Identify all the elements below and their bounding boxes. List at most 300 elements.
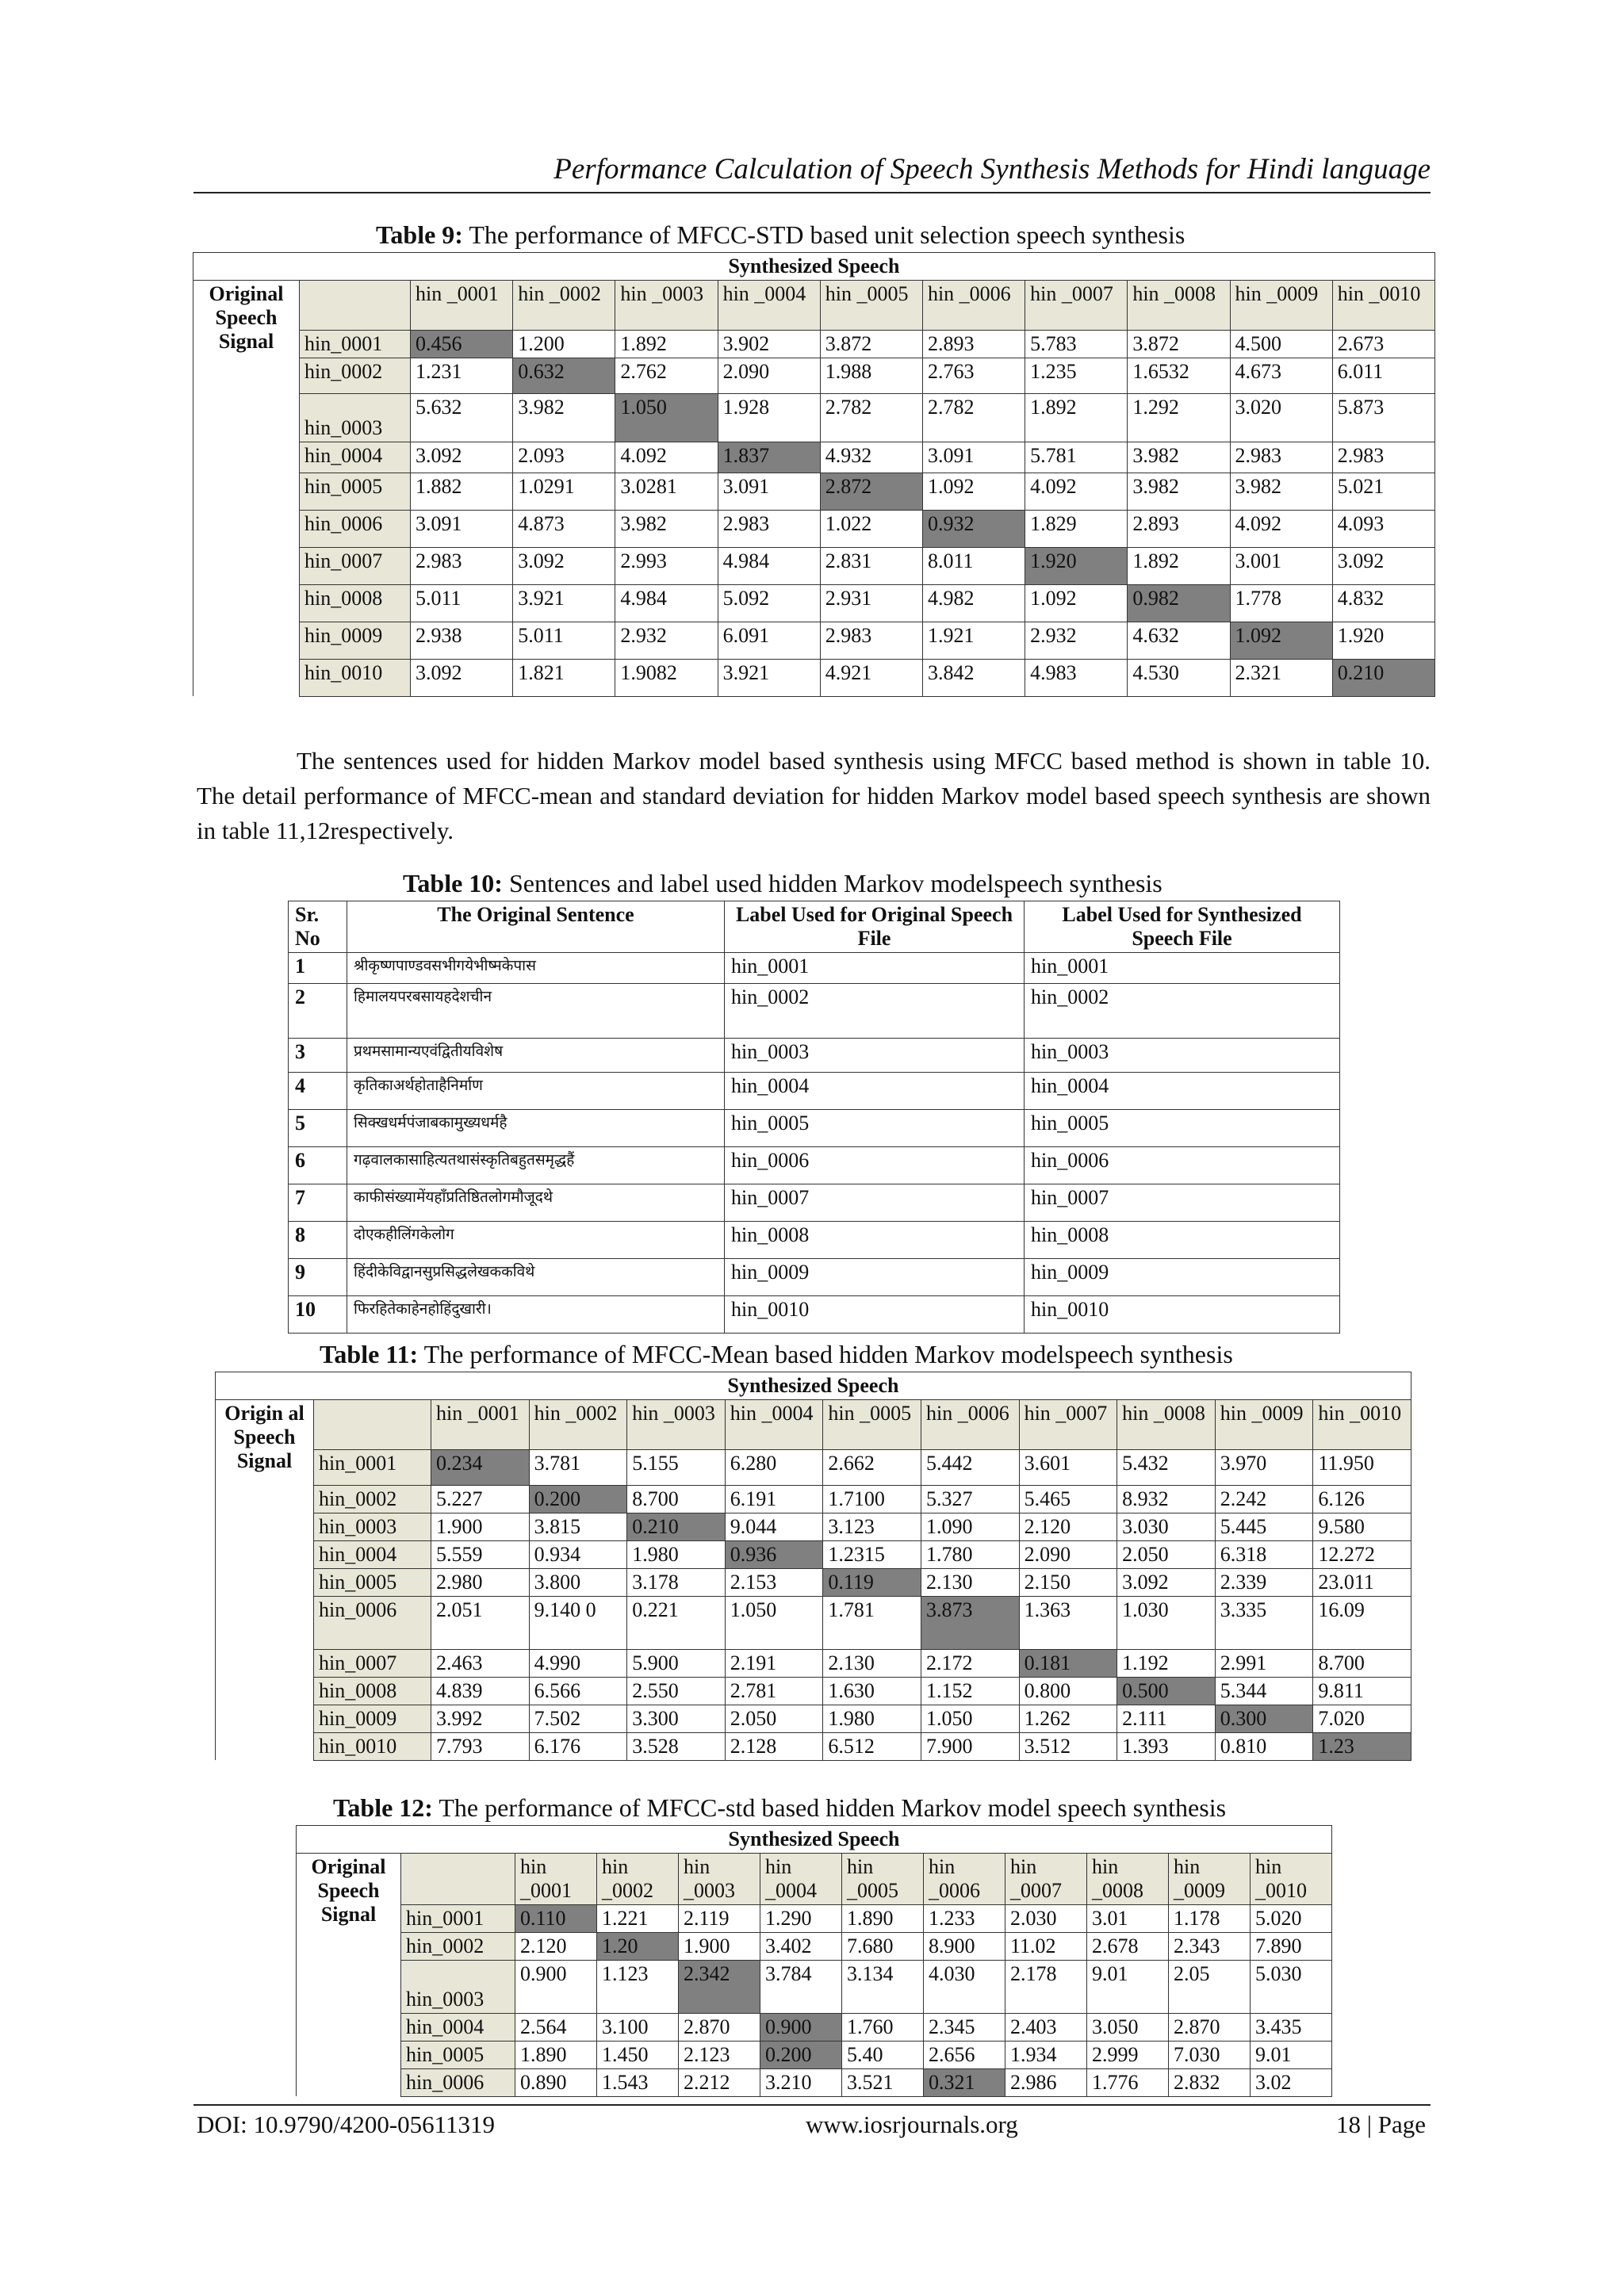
table11-value-cell: 1.630 bbox=[823, 1677, 921, 1705]
table11-value-cell: 5.327 bbox=[921, 1485, 1019, 1513]
table9-row bbox=[193, 659, 1435, 696]
table12-value-cell: 5.40 bbox=[842, 2041, 924, 2068]
table11-column-header: hin _0003 bbox=[627, 1399, 726, 1449]
table11-value-cell: 2.991 bbox=[1215, 1649, 1313, 1677]
table12-value-cell: 7.890 bbox=[1251, 1932, 1332, 1960]
table12-original-signal-label: Original Speech Signal bbox=[297, 1853, 401, 2096]
table9-value-cell: 3.092 bbox=[411, 442, 513, 473]
table10-row bbox=[289, 952, 1340, 983]
table11-row-label: hin_0002 bbox=[314, 1485, 431, 1513]
table9-value-cell: 5.092 bbox=[718, 584, 820, 622]
table10-caption: Table 10: Sentences and label used hidden Markov modelspeech synthesis bbox=[403, 869, 1162, 897]
table11-value-cell: 2.172 bbox=[921, 1649, 1019, 1677]
table12-value-cell: 8.900 bbox=[924, 1932, 1005, 1960]
table12-value-cell: 1.900 bbox=[679, 1932, 760, 1960]
table12-value-cell: 2.342 bbox=[679, 1960, 760, 2013]
table10-synth-cell: hin_0009 bbox=[1025, 1258, 1340, 1295]
table9-value-cell: 0.982 bbox=[1128, 584, 1230, 622]
table12-value-cell: 0.900 bbox=[515, 1960, 597, 2013]
table12-value-cell: 1.890 bbox=[515, 2041, 597, 2068]
table12-value-cell: 3.01 bbox=[1087, 1904, 1169, 1932]
table10-synth-cell: hin_0007 bbox=[1025, 1184, 1340, 1221]
table9-column-header: hin _0008 bbox=[1128, 280, 1230, 330]
table12-value-cell: 1.20 bbox=[597, 1932, 679, 1960]
table9-value-cell: 2.093 bbox=[513, 442, 615, 473]
table12-value-cell: 3.210 bbox=[760, 2068, 842, 2096]
table11-value-cell: 2.130 bbox=[921, 1568, 1019, 1596]
table9-value-cell: 3.842 bbox=[922, 659, 1025, 696]
table12-value-cell: 2.212 bbox=[679, 2068, 760, 2096]
table11-value-cell: 0.810 bbox=[1215, 1732, 1313, 1760]
table9-value-cell: 1.821 bbox=[513, 659, 615, 696]
table9-value-cell: 3.872 bbox=[820, 330, 922, 358]
table9-column-header: hin _0003 bbox=[615, 280, 718, 330]
table11-value-cell: 6.566 bbox=[529, 1677, 627, 1705]
table10-sentence-cell: गढ़वालकासाहित्यतथासंस्कृतिबहुतसमृद्धहैं bbox=[347, 1146, 725, 1184]
table11-value-cell: 0.500 bbox=[1117, 1677, 1216, 1705]
table9-row-label: hin_0002 bbox=[300, 358, 411, 393]
table9-value-cell: 4.873 bbox=[513, 510, 615, 547]
table11-value-cell: 0.200 bbox=[529, 1485, 627, 1513]
table11-value-cell: 11.950 bbox=[1313, 1449, 1411, 1485]
table10-synth-cell: hin_0002 bbox=[1025, 983, 1340, 1038]
table10-header: Label Used for Original Speech File bbox=[725, 901, 1025, 953]
table9-value-cell: 6.091 bbox=[718, 622, 820, 659]
table9-row bbox=[193, 330, 1435, 358]
table9 bbox=[193, 252, 1435, 697]
table9-synthesized-header: Synthesized Speech bbox=[193, 253, 1435, 281]
table12-value-cell: 1.290 bbox=[760, 1904, 842, 1932]
table11-value-cell: 9.580 bbox=[1313, 1513, 1411, 1540]
table9-value-cell: 4.092 bbox=[1230, 510, 1332, 547]
table10-row bbox=[289, 1184, 1340, 1221]
table11-value-cell: 3.178 bbox=[627, 1568, 726, 1596]
table10-orig-cell: hin_0008 bbox=[725, 1221, 1025, 1258]
table12-column-header: hin _0010 bbox=[1251, 1853, 1332, 1904]
table11-value-cell: 7.793 bbox=[431, 1732, 530, 1760]
table11-column-header: hin _0002 bbox=[529, 1399, 627, 1449]
table12-value-cell: 1.934 bbox=[1005, 2041, 1087, 2068]
table11-value-cell: 7.502 bbox=[529, 1705, 627, 1732]
table9-value-cell: 3.982 bbox=[1128, 442, 1230, 473]
table9-value-cell: 3.0281 bbox=[615, 473, 718, 510]
table9-value-cell: 1.892 bbox=[1025, 393, 1128, 442]
table9-column-header: hin _0005 bbox=[820, 280, 922, 330]
table9-value-cell: 2.673 bbox=[1332, 330, 1434, 358]
table11-value-cell: 1.780 bbox=[921, 1540, 1019, 1568]
table10-row bbox=[289, 1072, 1340, 1109]
table9-value-cell: 0.932 bbox=[922, 510, 1025, 547]
table10-sentence-cell: फिरहितेकाहेनहोहिंदुखारी। bbox=[347, 1295, 725, 1333]
table11-synthesized-header: Synthesized Speech bbox=[216, 1372, 1411, 1400]
table9-value-cell: 3.092 bbox=[513, 547, 615, 584]
table10-orig-cell: hin_0002 bbox=[725, 983, 1025, 1038]
table11-original-signal-label: Origin al Speech Signal bbox=[216, 1399, 314, 1760]
table9-caption: Table 9: The performance of MFCC-STD based unit selection speech synthesis bbox=[376, 220, 1185, 249]
table11-value-cell: 7.020 bbox=[1313, 1705, 1411, 1732]
table11-value-cell: 4.839 bbox=[431, 1677, 530, 1705]
table9-value-cell: 4.530 bbox=[1128, 659, 1230, 696]
table11-value-cell: 2.662 bbox=[823, 1449, 921, 1485]
table9-value-cell: 1.829 bbox=[1025, 510, 1128, 547]
table9-value-cell: 1.892 bbox=[1128, 547, 1230, 584]
table11-value-cell: 3.601 bbox=[1019, 1449, 1117, 1485]
table12-row bbox=[297, 1904, 1332, 1932]
table9-value-cell: 4.983 bbox=[1025, 659, 1128, 696]
table11-value-cell: 2.980 bbox=[431, 1568, 530, 1596]
table12-value-cell: 3.02 bbox=[1251, 2068, 1332, 2096]
table11-row bbox=[216, 1485, 1411, 1513]
table9-value-cell: 2.983 bbox=[820, 622, 922, 659]
table9-column-header: hin _0002 bbox=[513, 280, 615, 330]
table11-value-cell: 6.318 bbox=[1215, 1540, 1313, 1568]
table11-value-cell: 5.900 bbox=[627, 1649, 726, 1677]
table9-value-cell: 2.932 bbox=[615, 622, 718, 659]
table9-row bbox=[193, 442, 1435, 473]
table9-value-cell: 1.292 bbox=[1128, 393, 1230, 442]
table11-value-cell: 1.152 bbox=[921, 1677, 1019, 1705]
table11-value-cell: 2.781 bbox=[725, 1677, 823, 1705]
table12-value-cell: 2.119 bbox=[679, 1904, 760, 1932]
table9-value-cell: 3.092 bbox=[411, 659, 513, 696]
table9-row bbox=[193, 584, 1435, 622]
table11-value-cell: 5.465 bbox=[1019, 1485, 1117, 1513]
table12-value-cell: 5.020 bbox=[1251, 1904, 1332, 1932]
table11-value-cell: 2.153 bbox=[725, 1568, 823, 1596]
table9-value-cell: 1.9082 bbox=[615, 659, 718, 696]
table11-caption: Table 11: The performance of MFCC-Mean based hidden Markov modelspeech synthesis bbox=[320, 1340, 1233, 1368]
table9-value-cell: 4.984 bbox=[615, 584, 718, 622]
table9-value-cell: 1.092 bbox=[1025, 584, 1128, 622]
table9-row-label: hin_0007 bbox=[300, 547, 411, 584]
table11-value-cell: 8.700 bbox=[1313, 1649, 1411, 1677]
table9-value-cell: 1.050 bbox=[615, 393, 718, 442]
table12-value-cell: 2.345 bbox=[924, 2013, 1005, 2041]
table9-row bbox=[193, 358, 1435, 393]
table11-column-header: hin _0004 bbox=[725, 1399, 823, 1449]
table10-orig-cell: hin_0007 bbox=[725, 1184, 1025, 1221]
table12-value-cell: 0.200 bbox=[760, 2041, 842, 2068]
table10-orig-cell: hin_0009 bbox=[725, 1258, 1025, 1295]
table11-value-cell: 2.191 bbox=[725, 1649, 823, 1677]
table12-column-header: hin _0003 bbox=[679, 1853, 760, 1904]
table12-value-cell: 1.776 bbox=[1087, 2068, 1169, 2096]
table9-value-cell: 5.021 bbox=[1332, 473, 1434, 510]
table12-synthesized-header: Synthesized Speech bbox=[297, 1826, 1332, 1854]
table9-row bbox=[193, 622, 1435, 659]
table12-column-header: hin _0002 bbox=[597, 1853, 679, 1904]
table12-row bbox=[297, 2013, 1332, 2041]
table12-value-cell: 1.233 bbox=[924, 1904, 1005, 1932]
table10-sentence-cell: काफीसंख्यामेंयहाँप्रतिष्ठितलोगमौजूदथे bbox=[347, 1184, 725, 1221]
table11-value-cell: 3.781 bbox=[529, 1449, 627, 1485]
table10-synth-cell: hin_0001 bbox=[1025, 952, 1340, 983]
table9-value-cell: 3.982 bbox=[1128, 473, 1230, 510]
table11-value-cell: 2.339 bbox=[1215, 1568, 1313, 1596]
table12-caption: Table 12: The performance of MFCC-std based hidden Markov model speech synthesis bbox=[333, 1793, 1227, 1822]
table9-column-header: hin _0004 bbox=[718, 280, 820, 330]
table12-value-cell: 1.890 bbox=[842, 1904, 924, 1932]
table9-value-cell: 1.920 bbox=[1025, 547, 1128, 584]
table12-column-header: hin _0005 bbox=[842, 1853, 924, 1904]
table12-value-cell: 5.030 bbox=[1251, 1960, 1332, 2013]
table12-value-cell: 11.02 bbox=[1005, 1932, 1087, 1960]
table11-value-cell: 0.119 bbox=[823, 1568, 921, 1596]
table9-value-cell: 1.235 bbox=[1025, 358, 1128, 393]
table11-value-cell: 2.050 bbox=[1117, 1540, 1216, 1568]
table10-sentence-cell: प्रथमसामान्यएवंद्वितीयविशेष bbox=[347, 1038, 725, 1072]
table11-value-cell: 1.030 bbox=[1117, 1596, 1216, 1649]
table11-value-cell: 5.559 bbox=[431, 1540, 530, 1568]
table9-value-cell: 2.762 bbox=[615, 358, 718, 393]
table11-row-label: hin_0005 bbox=[314, 1568, 431, 1596]
table11-row bbox=[216, 1705, 1411, 1732]
table11-row bbox=[216, 1449, 1411, 1485]
table11-value-cell: 16.09 bbox=[1313, 1596, 1411, 1649]
table9-value-cell: 1.092 bbox=[922, 473, 1025, 510]
table12-row-label: hin_0004 bbox=[401, 2013, 515, 2041]
table9-corner-cell bbox=[300, 280, 411, 330]
table11-corner-cell bbox=[314, 1399, 431, 1449]
table10-synth-cell: hin_0006 bbox=[1025, 1146, 1340, 1184]
table9-value-cell: 2.983 bbox=[411, 547, 513, 584]
table11-value-cell: 9.044 bbox=[725, 1513, 823, 1540]
table12-row bbox=[297, 1932, 1332, 1960]
table12-value-cell: 9.01 bbox=[1251, 2041, 1332, 2068]
table9-value-cell: 8.011 bbox=[922, 547, 1025, 584]
table11-value-cell: 9.140 0 bbox=[529, 1596, 627, 1649]
table9-value-cell: 2.763 bbox=[922, 358, 1025, 393]
table9-row bbox=[193, 547, 1435, 584]
table11-value-cell: 1.2315 bbox=[823, 1540, 921, 1568]
table9-value-cell: 4.092 bbox=[1025, 473, 1128, 510]
table9-value-cell: 1.892 bbox=[615, 330, 718, 358]
table11-value-cell: 7.900 bbox=[921, 1732, 1019, 1760]
table10-sentence-cell: दोएकहीलिंगकेलोग bbox=[347, 1221, 725, 1258]
table11-value-cell: 3.992 bbox=[431, 1705, 530, 1732]
table12-value-cell: 0.890 bbox=[515, 2068, 597, 2096]
table10-orig-cell: hin_0010 bbox=[725, 1295, 1025, 1333]
table9-value-cell: 2.983 bbox=[718, 510, 820, 547]
table12-column-header: hin _0008 bbox=[1087, 1853, 1169, 1904]
table9-value-cell: 3.091 bbox=[718, 473, 820, 510]
table10-row bbox=[289, 1146, 1340, 1184]
table10-row bbox=[289, 1295, 1340, 1333]
table12-value-cell: 2.832 bbox=[1169, 2068, 1251, 2096]
table10-row bbox=[289, 1221, 1340, 1258]
table12-column-header: hin _0006 bbox=[924, 1853, 1005, 1904]
table12-value-cell: 0.900 bbox=[760, 2013, 842, 2041]
table9-value-cell: 3.091 bbox=[411, 510, 513, 547]
table9-value-cell: 3.982 bbox=[615, 510, 718, 547]
table9-value-cell: 1.928 bbox=[718, 393, 820, 442]
table9-value-cell: 1.0291 bbox=[513, 473, 615, 510]
table11-column-header: hin _0009 bbox=[1215, 1399, 1313, 1449]
table12-column-header: hin _0001 bbox=[515, 1853, 597, 1904]
table11-value-cell: 0.221 bbox=[627, 1596, 726, 1649]
table10-header: Sr. No bbox=[289, 901, 347, 953]
table9-value-cell: 5.781 bbox=[1025, 442, 1128, 473]
table9-value-cell: 6.011 bbox=[1332, 358, 1434, 393]
table9-column-header: hin _0010 bbox=[1332, 280, 1434, 330]
table11-value-cell: 6.126 bbox=[1313, 1485, 1411, 1513]
table11-row-label: hin_0008 bbox=[314, 1677, 431, 1705]
table11-value-cell: 1.900 bbox=[431, 1513, 530, 1540]
table10-orig-cell: hin_0004 bbox=[725, 1072, 1025, 1109]
table12-value-cell: 3.134 bbox=[842, 1960, 924, 2013]
table9-value-cell: 3.902 bbox=[718, 330, 820, 358]
table11 bbox=[215, 1372, 1411, 1761]
table9-row bbox=[193, 393, 1435, 442]
table9-column-header: hin _0007 bbox=[1025, 280, 1128, 330]
footer-site: www.iosrjournals.org bbox=[806, 2110, 1018, 2138]
table11-value-cell: 3.123 bbox=[823, 1513, 921, 1540]
table10-synth-cell: hin_0005 bbox=[1025, 1109, 1340, 1146]
table12-column-header: hin _0009 bbox=[1169, 1853, 1251, 1904]
table9-row-label: hin_0008 bbox=[300, 584, 411, 622]
table11-value-cell: 1.980 bbox=[823, 1705, 921, 1732]
table11-value-cell: 6.280 bbox=[725, 1449, 823, 1485]
table9-value-cell: 2.983 bbox=[1332, 442, 1434, 473]
table12-value-cell: 2.178 bbox=[1005, 1960, 1087, 2013]
table11-row-label: hin_0010 bbox=[314, 1732, 431, 1760]
table11-value-cell: 9.811 bbox=[1313, 1677, 1411, 1705]
table12-column-header: hin _0007 bbox=[1005, 1853, 1087, 1904]
table11-value-cell: 3.300 bbox=[627, 1705, 726, 1732]
table12-value-cell: 2.870 bbox=[679, 2013, 760, 2041]
table12-value-cell: 2.986 bbox=[1005, 2068, 1087, 2096]
table12-value-cell: 3.784 bbox=[760, 1960, 842, 2013]
table11-column-header: hin _0010 bbox=[1313, 1399, 1411, 1449]
table12-value-cell: 2.564 bbox=[515, 2013, 597, 2041]
table11-row bbox=[216, 1540, 1411, 1568]
table12-value-cell: 1.123 bbox=[597, 1960, 679, 2013]
table11-value-cell: 12.272 bbox=[1313, 1540, 1411, 1568]
table11-value-cell: 2.090 bbox=[1019, 1540, 1117, 1568]
table12-value-cell: 3.402 bbox=[760, 1932, 842, 1960]
table9-value-cell: 4.632 bbox=[1128, 622, 1230, 659]
table10-sentence-cell: हिमालयपरबसायहदेशचीन bbox=[347, 983, 725, 1038]
table11-value-cell: 2.130 bbox=[823, 1649, 921, 1677]
table12-value-cell: 1.543 bbox=[597, 2068, 679, 2096]
table11-column-header: hin _0005 bbox=[823, 1399, 921, 1449]
table10-orig-cell: hin_0001 bbox=[725, 952, 1025, 983]
table9-value-cell: 2.782 bbox=[820, 393, 922, 442]
table9-value-cell: 1.231 bbox=[411, 358, 513, 393]
table11-value-cell: 0.936 bbox=[725, 1540, 823, 1568]
table9-value-cell: 3.872 bbox=[1128, 330, 1230, 358]
table9-value-cell: 1.921 bbox=[922, 622, 1025, 659]
table11-column-header: hin _0008 bbox=[1117, 1399, 1216, 1449]
table10-synth-cell: hin_0008 bbox=[1025, 1221, 1340, 1258]
table9-value-cell: 4.832 bbox=[1332, 584, 1434, 622]
running-title: Performance Calculation of Speech Synthesis Methods for Hindi language bbox=[553, 153, 1431, 186]
table12-value-cell: 9.01 bbox=[1087, 1960, 1169, 2013]
table11-row-label: hin_0007 bbox=[314, 1649, 431, 1677]
table9-value-cell: 3.020 bbox=[1230, 393, 1332, 442]
table11-value-cell: 6.512 bbox=[823, 1732, 921, 1760]
table11-value-cell: 1.23 bbox=[1313, 1732, 1411, 1760]
table9-value-cell: 4.982 bbox=[922, 584, 1025, 622]
table11-row bbox=[216, 1596, 1411, 1649]
table11-value-cell: 5.227 bbox=[431, 1485, 530, 1513]
table12-row-label: hin_0002 bbox=[401, 1932, 515, 1960]
table10-header: Label Used for Synthesized Speech File bbox=[1025, 901, 1340, 953]
table11-value-cell: 0.181 bbox=[1019, 1649, 1117, 1677]
table11-value-cell: 1.050 bbox=[921, 1705, 1019, 1732]
table11-value-cell: 2.120 bbox=[1019, 1513, 1117, 1540]
table9-value-cell: 4.984 bbox=[718, 547, 820, 584]
footer-rule bbox=[193, 2104, 1431, 2106]
table10-sr-cell: 2 bbox=[289, 983, 347, 1038]
table10-sentence-cell: श्रीकृष्णपाण्डवसभीगयेभीष्मकेपास bbox=[347, 952, 725, 983]
table11-value-cell: 2.111 bbox=[1117, 1705, 1216, 1732]
table10-orig-cell: hin_0006 bbox=[725, 1146, 1025, 1184]
table12-value-cell: 2.678 bbox=[1087, 1932, 1169, 1960]
table9-value-cell: 1.022 bbox=[820, 510, 922, 547]
table12-value-cell: 2.123 bbox=[679, 2041, 760, 2068]
table11-column-header: hin _0007 bbox=[1019, 1399, 1117, 1449]
table9-value-cell: 5.632 bbox=[411, 393, 513, 442]
table12-value-cell: 2.999 bbox=[1087, 2041, 1169, 2068]
table9-value-cell: 2.983 bbox=[1230, 442, 1332, 473]
table9-row-label: hin_0001 bbox=[300, 330, 411, 358]
table11-value-cell: 5.442 bbox=[921, 1449, 1019, 1485]
body-paragraph: The sentences used for hidden Markov model based synthesis using MFCC based method is shown in table 10. The detail performance of MFCC-mean and standard deviation for hidden Markov model based speech synthesis are shown in table 11,12respectively. bbox=[197, 747, 1431, 845]
table12-value-cell: 1.760 bbox=[842, 2013, 924, 2041]
table11-value-cell: 2.150 bbox=[1019, 1568, 1117, 1596]
table9-value-cell: 3.001 bbox=[1230, 547, 1332, 584]
table11-value-cell: 1.192 bbox=[1117, 1649, 1216, 1677]
table11-value-cell: 1.363 bbox=[1019, 1596, 1117, 1649]
table9-value-cell: 5.011 bbox=[411, 584, 513, 622]
table12 bbox=[296, 1825, 1332, 2097]
table12-value-cell: 2.05 bbox=[1169, 1960, 1251, 2013]
footer-doi: DOI: 10.9790/4200-05611319 bbox=[197, 2110, 495, 2138]
table10-row bbox=[289, 1038, 1340, 1072]
table9-original-signal-label: Original Speech Signal bbox=[193, 280, 300, 696]
table9-value-cell: 2.321 bbox=[1230, 659, 1332, 696]
table10-sr-cell: 8 bbox=[289, 1221, 347, 1258]
table10-header: The Original Sentence bbox=[347, 901, 725, 953]
table12-value-cell: 0.110 bbox=[515, 1904, 597, 1932]
table11-value-cell: 1.262 bbox=[1019, 1705, 1117, 1732]
table12-value-cell: 4.030 bbox=[924, 1960, 1005, 2013]
table11-value-cell: 8.700 bbox=[627, 1485, 726, 1513]
table10-sr-cell: 3 bbox=[289, 1038, 347, 1072]
table10-sr-cell: 4 bbox=[289, 1072, 347, 1109]
table9-value-cell: 4.500 bbox=[1230, 330, 1332, 358]
table9-value-cell: 1.778 bbox=[1230, 584, 1332, 622]
table9-value-cell: 1.092 bbox=[1230, 622, 1332, 659]
table12-value-cell: 7.030 bbox=[1169, 2041, 1251, 2068]
table11-value-cell: 0.300 bbox=[1215, 1705, 1313, 1732]
table9-value-cell: 4.673 bbox=[1230, 358, 1332, 393]
table12-row-label: hin_0006 bbox=[401, 2068, 515, 2096]
table9-row-label: hin_0004 bbox=[300, 442, 411, 473]
table11-value-cell: 6.191 bbox=[725, 1485, 823, 1513]
table12-value-cell: 2.120 bbox=[515, 1932, 597, 1960]
table9-value-cell: 2.893 bbox=[922, 330, 1025, 358]
table10-orig-cell: hin_0005 bbox=[725, 1109, 1025, 1146]
table11-value-cell: 2.550 bbox=[627, 1677, 726, 1705]
table9-row bbox=[193, 473, 1435, 510]
table11-value-cell: 4.990 bbox=[529, 1649, 627, 1677]
table10-sr-cell: 7 bbox=[289, 1184, 347, 1221]
table9-value-cell: 2.893 bbox=[1128, 510, 1230, 547]
table12-value-cell: 2.343 bbox=[1169, 1932, 1251, 1960]
table9-value-cell: 3.092 bbox=[1332, 547, 1434, 584]
